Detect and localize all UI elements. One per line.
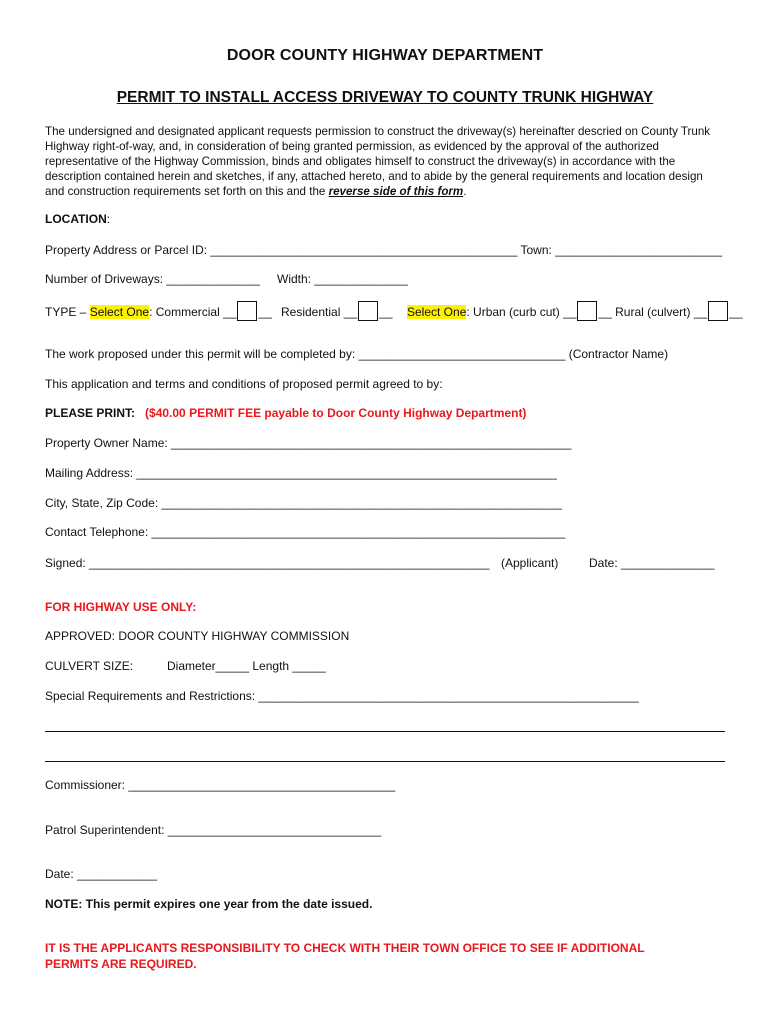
highway-use-heading: FOR HIGHWAY USE ONLY: (45, 600, 197, 614)
expiry-note: NOTE: This permit expires one year from the date issued. (45, 897, 373, 911)
number-of-driveways-field[interactable]: Number of Driveways: ______________ (45, 272, 260, 286)
urban-label: : Urban (curb cut) (466, 305, 564, 319)
responsibility-note-line-1: IT IS THE APPLICANTS RESPONSIBILITY TO CHECK WITH THEIR TOWN OFFICE TO SEE IF ADDITIONAL (45, 941, 645, 955)
urban-checkbox[interactable] (577, 301, 597, 321)
mailing-address-field[interactable]: Mailing Address: _______________________________________________________________ (45, 466, 557, 480)
please-print-colon: : (131, 406, 136, 420)
city-state-zip-field[interactable]: City, State, Zip Code: ____________________________________________________________ (45, 496, 562, 510)
residential-label: Residential (281, 305, 344, 319)
special-requirements-line-1[interactable] (45, 731, 725, 732)
residential-underscore-2: __ (379, 305, 393, 319)
location-heading (45, 212, 110, 227)
rural-underscore-2: __ (729, 305, 743, 319)
rural-checkbox[interactable] (708, 301, 728, 321)
agreed-by-text: This application and terms and conditions of proposed permit agreed to by: (45, 377, 443, 391)
rural-label: Rural (culvert) (611, 305, 694, 319)
location-label: LOCATION (45, 212, 107, 226)
select-one-highlight-2: Select One (407, 305, 467, 319)
commercial-underscore-2: __ (258, 305, 272, 319)
please-print-label: PLEASE PRINT (45, 406, 132, 420)
intro-paragraph (45, 124, 725, 199)
please-print-row (45, 406, 526, 421)
culvert-dimensions-field[interactable]: Diameter_____ Length _____ (167, 659, 326, 673)
applicant-label: (Applicant) (501, 556, 559, 570)
special-requirements-line-2[interactable] (45, 761, 725, 762)
select-one-highlight: Select One (89, 305, 150, 319)
approved-text: APPROVED: DOOR COUNTY HIGHWAY COMMISSION (45, 629, 350, 643)
commercial-underscore: __ (223, 305, 237, 319)
residential-row (281, 301, 392, 321)
commissioner-field[interactable]: Commissioner: ________________________________________ (45, 778, 396, 792)
urban-underscore-2: __ (598, 305, 612, 319)
location-colon: : (106, 212, 111, 226)
applicant-date-field[interactable]: Date: ______________ (589, 556, 715, 570)
commercial-label: : Commercial (149, 305, 224, 319)
type-select-row (45, 301, 272, 321)
patrol-superintendent-field[interactable]: Patrol Superintendent: ________________________________ (45, 823, 382, 837)
responsibility-note-line-2: PERMITS ARE REQUIRED. (45, 957, 197, 971)
type-prefix: TYPE – (45, 305, 90, 319)
property-owner-field[interactable]: Property Owner Name: ____________________________________________________________ (45, 436, 572, 450)
contractor-field[interactable]: The work proposed under this permit will be completed by: _______________________________ (Contractor Name) (45, 347, 669, 361)
permit-fee-text: ($40.00 PERMIT FEE payable to Door County Highway Department) (145, 406, 527, 420)
permit-title: PERMIT TO INSTALL ACCESS DRIVEWAY TO COUNTY TRUNK HIGHWAY (116, 89, 654, 106)
signed-field[interactable]: Signed: ____________________________________________________________ (45, 556, 490, 570)
department-title: DOOR COUNTY HIGHWAY DEPARTMENT (226, 47, 544, 64)
urban-rural-row (407, 301, 743, 321)
intro-text: The undersigned and designated applicant requests permission to construct the driveway(s) hereinafter descried on County Trunk Highway right-of-way, and, in consideration of being granted permission, as evidenced by the approval of the authorized representative of the Highway Commission, binds and obligates himself to construct the driveway(s) in accordance with the description contained herein and sketches, if any, attached hereto, and to abide by the general requirements and location design and construction requirements set forth on this and the (45, 125, 711, 198)
reverse-side-link[interactable]: reverse side of this form (328, 185, 464, 198)
width-field[interactable]: Width: ______________ (277, 272, 408, 286)
property-address-field[interactable]: Property Address or Parcel ID: ______________________________________________ Town: _________________________ (45, 243, 723, 257)
urban-underscore: __ (563, 305, 577, 319)
special-requirements-field[interactable]: Special Requirements and Restrictions: _________________________________________________________ (45, 689, 639, 703)
commercial-checkbox[interactable] (237, 301, 257, 321)
rural-underscore: __ (693, 305, 708, 319)
residential-checkbox[interactable] (358, 301, 378, 321)
residential-underscore: __ (343, 305, 358, 319)
highway-date-field[interactable]: Date: ____________ (45, 867, 158, 881)
intro-end: . (463, 185, 467, 198)
contact-telephone-field[interactable]: Contact Telephone: ______________________________________________________________ (45, 525, 566, 539)
culvert-size-label: CULVERT SIZE: (45, 659, 134, 673)
